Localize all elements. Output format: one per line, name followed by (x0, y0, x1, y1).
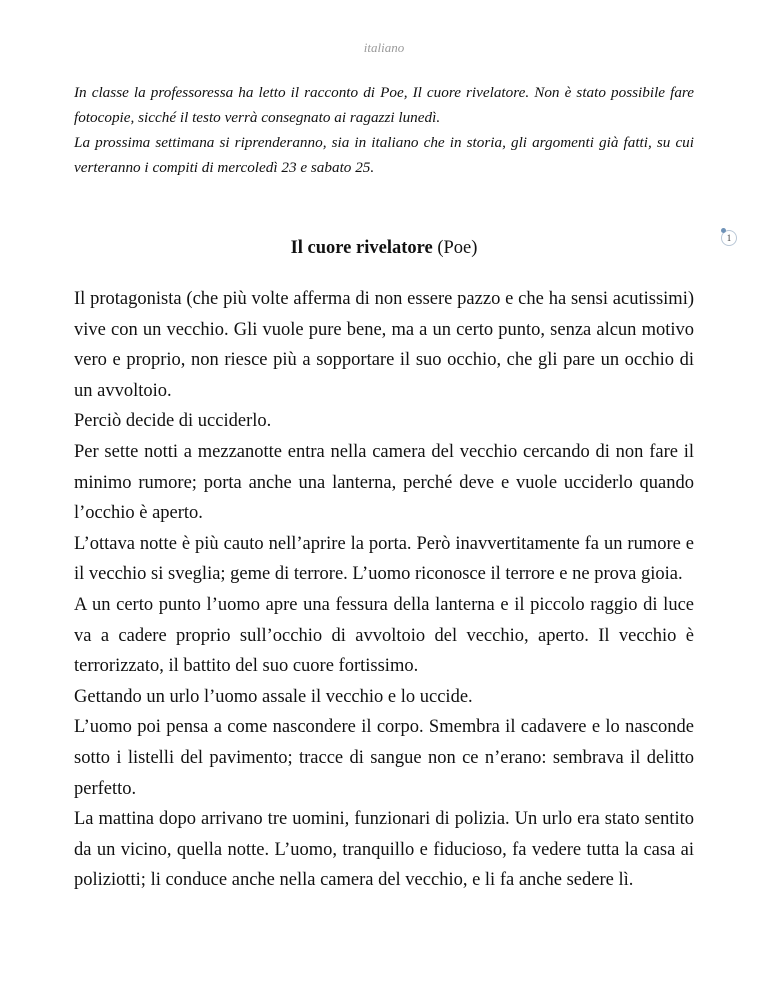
story-title-author: (Poe) (432, 238, 478, 258)
summary-paragraph: Perciò decide di ucciderlo. (74, 411, 272, 432)
story-title-main: Il cuore rivelatore (290, 238, 433, 258)
intro-line-2: La prossima settimana si riprenderanno, sia in italiano che in storia, gli argomenti già fatti, su cui verteranno i compiti di mercoledì 23 e sabato 25. (74, 134, 694, 176)
page-number: 1 (726, 233, 732, 243)
summary-paragraph: Il protagonista (che più volte afferma di non essere pazzo e che ha sensi acutissimi) vive con un vecchio. Gli vuole pure bene, ma a un certo punto, senza alcun motivo vero e proprio, non riesce più a sopportare il suo occhio, che gli pare un occhio di un avvoltoio. (74, 289, 694, 401)
intro-line-1: In classe la professoressa ha letto il racconto di Poe, Il cuore rivelatore. Non è stato possibile fare fotocopie, sicché il testo verrà consegnato ai ragazzi lunedì. (74, 84, 694, 126)
intro-note (74, 80, 694, 180)
summary-paragraph: Gettando un urlo l’uomo assale il vecchio e lo uccide. (74, 686, 473, 707)
story-title (0, 238, 768, 259)
story-summary (74, 284, 694, 896)
summary-paragraph: La mattina dopo arrivano tre uomini, funzionari di polizia. Un urlo era stato sentito da un vicino, quella notte. L’uomo, tranquillo e fiducioso, fa vedere tutta la casa ai poliziotti; li conduce anche nella camera del vecchio, e li fa anche sedere lì. (74, 809, 694, 891)
summary-paragraph: A un certo punto l’uomo apre una fessura della lanterna e il piccolo raggio di luce va a cadere proprio sull’occhio di avvoltoio del vecchio, aperto. Il vecchio è terrorizzato, il battito del suo cuore fortissimo. (74, 594, 694, 677)
summary-paragraph: L’ottava notte è più cauto nell’aprire la porta. Però inavvertitamente fa un rumore e il vecchio si sveglia; geme di terrore. L’uomo riconosce il terrore e ne prova gioia. (74, 533, 694, 585)
summary-paragraph: Per sette notti a mezzanotte entra nella camera del vecchio cercando di non fare il minimo rumore; porta anche una lanterna, perché deve e vuole ucciderlo quando l’occhio è aperto. (74, 441, 694, 524)
page-header-subject: italiano (363, 40, 405, 55)
summary-paragraph: L’uomo poi pensa a come nascondere il corpo. Smembra il cadavere e lo nasconde sotto i listelli del pavimento; tracce di sangue non ce n’erano: sembrava il delitto perfetto. (74, 717, 694, 799)
